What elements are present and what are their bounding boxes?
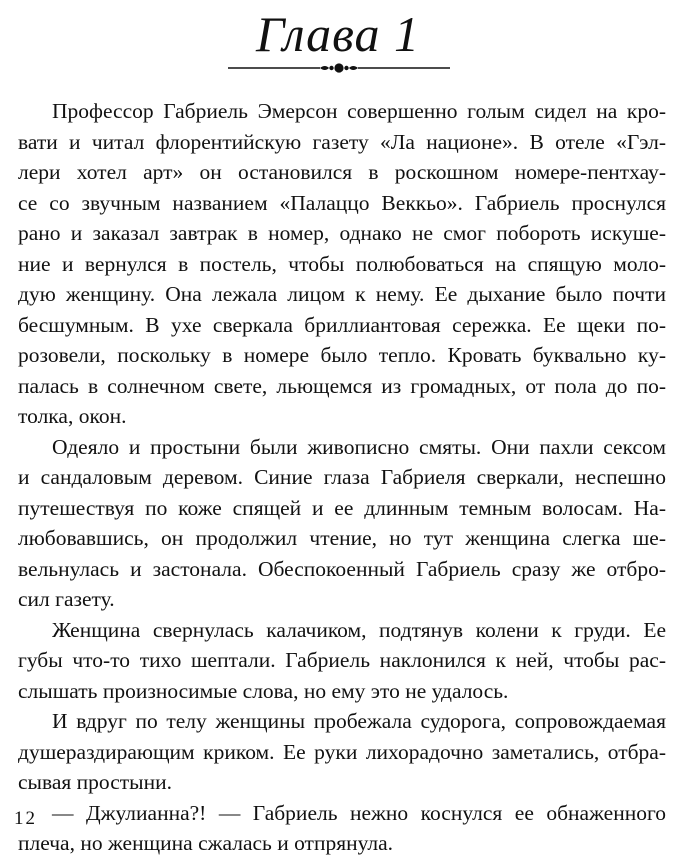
text-line: слышать произносимые слова, но ему это не удалось.	[18, 678, 509, 703]
text-line: ние и вернулся в постель, чтобы полюбоваться на спящую моло-	[18, 251, 666, 276]
text-line: И вдруг по телу женщины пробежала судорога, сопровождаемая	[52, 709, 666, 733]
text-line: лери хотел арт» он остановился в роскошном номере-пентхау-	[18, 160, 666, 184]
ornament-divider	[228, 58, 450, 78]
text-line: рано и заказал завтрак в номер, однако не смог побороть искуше-	[18, 221, 666, 245]
text-line: вельнулась и застонала. Обеспокоенный Габриель сразу же отбро-	[18, 556, 666, 581]
text-line: розовели, поскольку в номере было тепло. Кровать буквально ку-	[18, 343, 666, 367]
text-line: Профессор Габриель Эмерсон совершенно голым сидел на кро-	[52, 99, 666, 123]
paragraph	[18, 706, 666, 798]
chapter-body	[18, 96, 666, 859]
text-line: Одеяло и простыни были живописно смяты. Они пахли сексом	[52, 434, 666, 459]
text-line: путешествуя по коже спящей и ее длинным темным волосам. На-	[18, 495, 666, 520]
text-line: дую женщину. Она лежала лицом к нему. Ее дыхание было почти	[18, 282, 666, 306]
text-line: бесшумным. В ухе сверкала бриллиантовая сережка. Ее щеки по-	[18, 312, 666, 337]
paragraph	[18, 96, 666, 432]
text-line: палась в солнечном свете, льющемся из громадных, от пола до по-	[18, 373, 666, 398]
text-line: душераздирающим криком. Ее руки лихорадочно заметались, отбра-	[18, 739, 666, 764]
paragraph	[18, 615, 666, 707]
text-line: толка, окон.	[18, 404, 127, 428]
text-line: и сандаловым деревом. Синие глаза Габриеля сверкали, неспешно	[18, 465, 666, 489]
paragraph	[18, 432, 666, 615]
text-line: сил газету.	[18, 587, 115, 611]
paragraph	[18, 798, 666, 859]
text-line: — Джулианна?! — Габриель нежно коснулся ее обнаженного	[52, 800, 666, 825]
chapter-title: Глава 1	[255, 6, 421, 62]
text-line: плеча, но женщина сжалась и отпрянула.	[18, 831, 394, 855]
text-line: се со звучным названием «Палаццо Веккьо». Габриель проснулся	[18, 190, 666, 215]
text-line: любовавшись, он продолжил чтение, но тут женщина слегка ше-	[18, 526, 666, 550]
text-line: губы что-то тихо шептали. Габриель наклонился к ней, чтобы рас-	[18, 648, 666, 672]
text-line: сывая простыни.	[18, 770, 172, 794]
page-number: 12	[14, 808, 37, 829]
text-line: вати и читал флорентийскую газету «Ла национе». В отеле «Гэл-	[18, 129, 666, 154]
text-line: Женщина свернулась калачиком, подтянув колени к груди. Ее	[52, 617, 666, 642]
